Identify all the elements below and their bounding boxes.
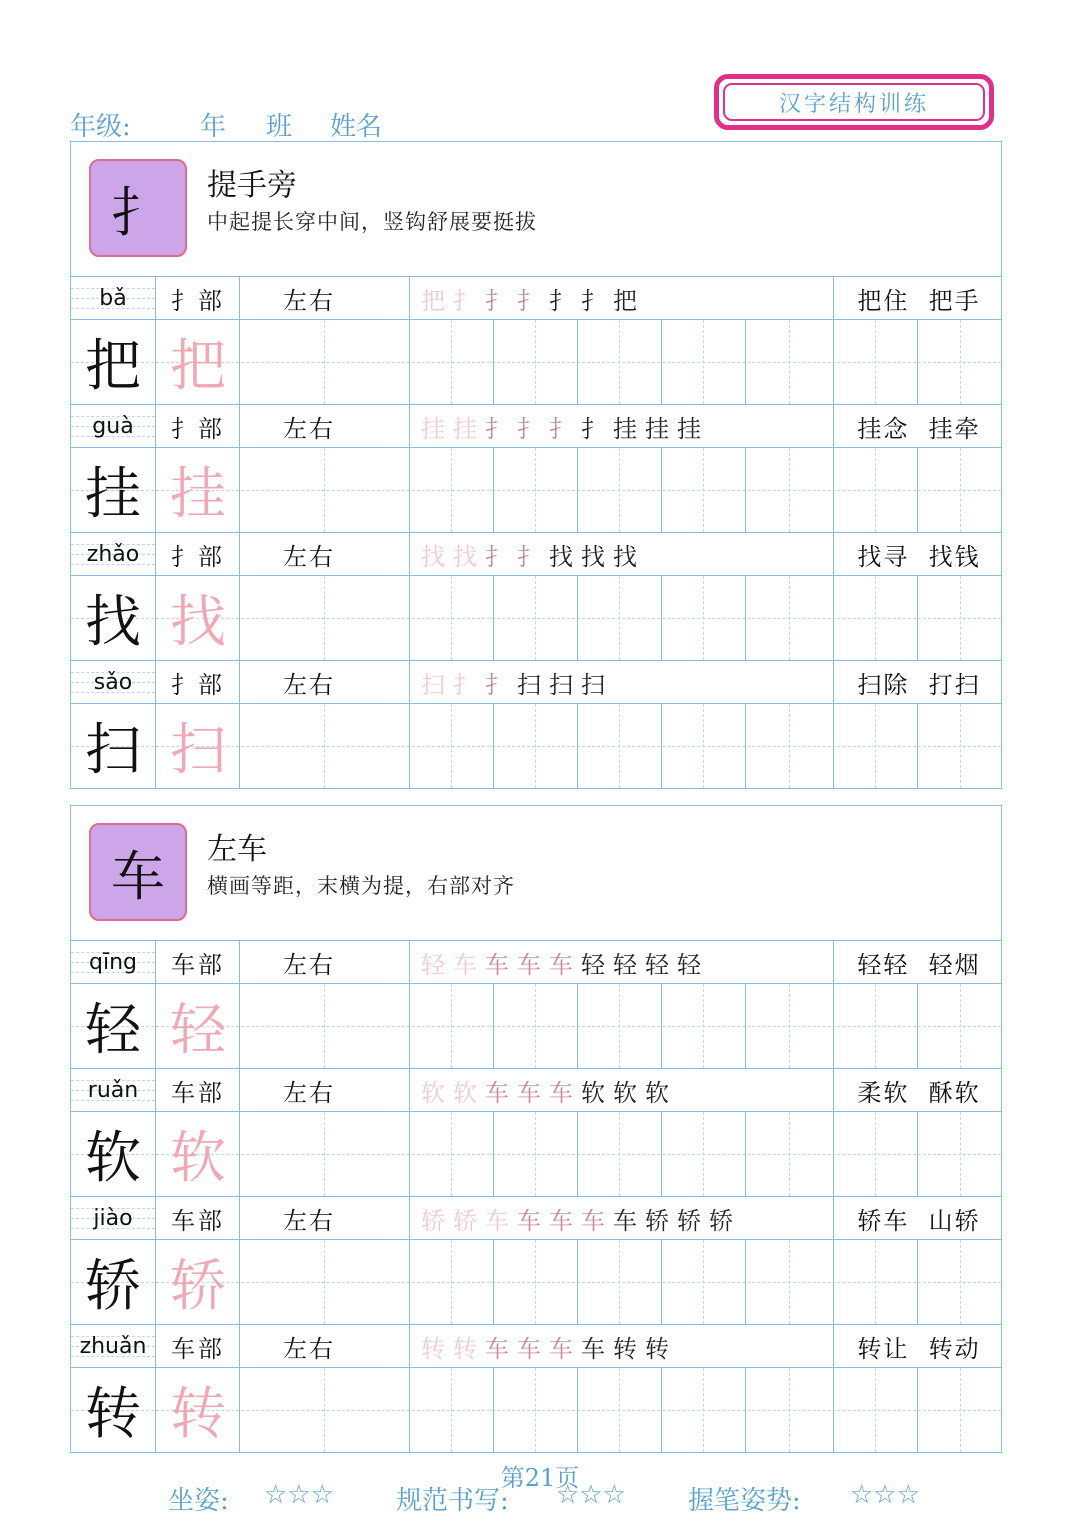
- practice-cell[interactable]: [493, 576, 577, 660]
- stroke-step: 扌: [517, 542, 541, 571]
- grid-line: [155, 941, 156, 983]
- stroke-step: 软: [645, 1078, 669, 1107]
- trace-character: 扫: [170, 718, 226, 783]
- grid-line: [833, 533, 834, 575]
- stroke-step: 车: [549, 1206, 573, 1235]
- stroke-step: 车: [517, 1206, 541, 1235]
- stroke-step: 车: [549, 1334, 573, 1363]
- stroke-step: 把: [613, 286, 637, 315]
- name-label: 姓名: [330, 112, 383, 142]
- stroke-step: 扌: [549, 414, 573, 443]
- stroke-step: 找: [581, 542, 605, 571]
- grid-line: [409, 1069, 410, 1111]
- stroke-step: 轿: [421, 1206, 445, 1235]
- example-words: 扫除 打扫: [857, 670, 981, 699]
- trace-character: 轻: [170, 998, 226, 1063]
- structure: 左右: [283, 542, 335, 571]
- practice-row: [71, 448, 1001, 533]
- stroke-step: 挂: [613, 414, 637, 443]
- structure: 左右: [283, 1078, 335, 1107]
- char-info-row: [71, 533, 1001, 576]
- practice-cell[interactable]: [833, 320, 917, 404]
- stroke-step: 找: [453, 542, 477, 571]
- practice-cell[interactable]: [833, 576, 917, 660]
- stroke-step: 车: [453, 950, 477, 979]
- stroke-step: 转: [613, 1334, 637, 1363]
- example-words: 轿车 山轿: [857, 1206, 981, 1235]
- practice-cell[interactable]: [745, 1112, 833, 1196]
- practice-cell[interactable]: [833, 704, 917, 788]
- practice-cell[interactable]: [833, 448, 917, 532]
- stroke-order: [421, 533, 831, 575]
- stroke-step: 扌: [549, 286, 573, 315]
- example-words: 挂念 挂牵: [857, 414, 981, 443]
- grid-line: [409, 277, 410, 319]
- practice-row: [71, 1368, 1001, 1452]
- section-header: [71, 142, 1001, 277]
- grid-line: [155, 661, 156, 703]
- practice-cell[interactable]: [661, 1112, 745, 1196]
- grid-line: [155, 448, 156, 532]
- practice-cell[interactable]: [239, 1112, 409, 1196]
- year-label: 年: [200, 112, 227, 142]
- stroke-order: [421, 277, 831, 319]
- stroke-step: 扫: [517, 670, 541, 699]
- stroke-step: 车: [517, 1334, 541, 1363]
- char-info-row: [71, 1069, 1001, 1112]
- grid-line: [155, 1197, 156, 1239]
- stroke-step: 扌: [485, 542, 509, 571]
- trace-character: 把: [170, 334, 226, 399]
- stroke-order: [421, 661, 831, 703]
- practice-cell[interactable]: [409, 984, 493, 1068]
- pinyin: jiào: [93, 1205, 133, 1231]
- example-words: 柔软 酥软: [857, 1078, 981, 1107]
- radical-section-shou: [70, 141, 1002, 789]
- radical-part: 扌部: [171, 286, 225, 315]
- stroke-step: 挂: [645, 414, 669, 443]
- radical-part: 车部: [171, 1334, 225, 1363]
- stroke-step: 找: [613, 542, 637, 571]
- practice-cell[interactable]: [493, 1112, 577, 1196]
- grip-label: 握笔姿势:: [688, 1486, 801, 1516]
- grid-line: [155, 320, 156, 404]
- worksheet-title: 汉字结构训练: [723, 83, 985, 121]
- practice-cell[interactable]: [833, 1240, 917, 1324]
- stroke-step: 扌: [581, 286, 605, 315]
- page-number: 第21页: [500, 1464, 580, 1492]
- stroke-step: 扌: [581, 414, 605, 443]
- grip-stars[interactable]: ☆☆☆: [850, 1480, 920, 1510]
- stroke-step: 扫: [421, 670, 445, 699]
- stroke-step: 轿: [453, 1206, 477, 1235]
- stroke-step: 车: [517, 950, 541, 979]
- radical-tip: 中起提长穿中间，竖钩舒展要挺拔: [207, 210, 537, 234]
- practice-cell[interactable]: [917, 1368, 1003, 1452]
- practice-cell[interactable]: [833, 1368, 917, 1452]
- practice-row: [71, 576, 1001, 661]
- example-words: 轻轻 轻烟: [857, 950, 981, 979]
- trace-character: 软: [170, 1126, 226, 1191]
- trace-character: 轿: [170, 1254, 226, 1319]
- practice-cell[interactable]: [745, 1240, 833, 1324]
- grid-line: [155, 1368, 156, 1452]
- radical-part: 扌部: [171, 670, 225, 699]
- pinyin: bǎ: [99, 285, 127, 311]
- practice-cell[interactable]: [661, 576, 745, 660]
- stroke-order: [421, 1069, 831, 1111]
- model-character: 挂: [85, 462, 141, 527]
- practice-cell[interactable]: [917, 1240, 1003, 1324]
- practice-cell[interactable]: [239, 320, 409, 404]
- grid-line: [239, 405, 240, 447]
- stroke-order: [421, 405, 831, 447]
- grid-line: [155, 704, 156, 788]
- practice-cell[interactable]: [493, 984, 577, 1068]
- practice-cell[interactable]: [577, 704, 661, 788]
- stroke-step: 扌: [485, 286, 509, 315]
- grid-line: [833, 941, 834, 983]
- trace-character: 转: [170, 1382, 226, 1447]
- stroke-step: 轿: [709, 1206, 733, 1235]
- grid-line: [155, 1069, 156, 1111]
- stroke-step: 轻: [677, 950, 701, 979]
- structure: 左右: [283, 950, 335, 979]
- grid-line: [239, 941, 240, 983]
- stroke-step: 车: [549, 950, 573, 979]
- practice-cell[interactable]: [917, 448, 1003, 532]
- practice-cell[interactable]: [833, 984, 917, 1068]
- practice-cell[interactable]: [493, 1368, 577, 1452]
- structure: 左右: [283, 1206, 335, 1235]
- example-words: 找寻 找钱: [857, 542, 981, 571]
- grid-line: [155, 984, 156, 1068]
- practice-cell[interactable]: [917, 576, 1003, 660]
- radical-glyph: 车: [89, 823, 187, 921]
- practice-cell[interactable]: [239, 704, 409, 788]
- char-info-row: [71, 1325, 1001, 1368]
- practice-cell[interactable]: [577, 1240, 661, 1324]
- model-character: 轻: [85, 998, 141, 1063]
- char-info-row: [71, 277, 1001, 320]
- stroke-step: 软: [421, 1078, 445, 1107]
- structure: 左右: [283, 1334, 335, 1363]
- posture-stars[interactable]: ☆☆☆: [264, 1480, 334, 1510]
- stroke-step: 扌: [517, 286, 541, 315]
- posture-label: 坐姿:: [168, 1486, 229, 1516]
- radical-tip: 横画等距，末横为提，右部对齐: [207, 874, 515, 898]
- model-character: 把: [85, 334, 141, 399]
- stroke-step: 轿: [677, 1206, 701, 1235]
- stroke-step: 车: [517, 1078, 541, 1107]
- stroke-step: 车: [581, 1206, 605, 1235]
- stroke-step: 把: [421, 286, 445, 315]
- stroke-step: 转: [453, 1334, 477, 1363]
- practice-cell[interactable]: [409, 1368, 493, 1452]
- writing-stars[interactable]: ☆☆☆: [556, 1480, 626, 1510]
- structure: 左右: [283, 670, 335, 699]
- model-character: 找: [85, 590, 141, 655]
- stroke-step: 车: [581, 1334, 605, 1363]
- practice-cell[interactable]: [745, 576, 833, 660]
- radical-section-che: [70, 805, 1002, 1453]
- practice-row: [71, 984, 1001, 1069]
- practice-row: [71, 320, 1001, 405]
- radical-part: 车部: [171, 1206, 225, 1235]
- example-words: 转让 转动: [857, 1334, 981, 1363]
- radical-part: 扌部: [171, 542, 225, 571]
- model-character: 扫: [85, 718, 141, 783]
- practice-cell[interactable]: [493, 1240, 577, 1324]
- stroke-step: 车: [485, 1206, 509, 1235]
- practice-cell[interactable]: [917, 320, 1003, 404]
- pinyin: ruǎn: [87, 1077, 139, 1103]
- practice-cell[interactable]: [661, 704, 745, 788]
- practice-cell[interactable]: [239, 448, 409, 532]
- stroke-step: 轻: [613, 950, 637, 979]
- grid-line: [155, 1325, 156, 1367]
- grid-line: [833, 1325, 834, 1367]
- stroke-order: [421, 1197, 831, 1239]
- radical-part: 车部: [171, 950, 225, 979]
- pinyin: qīng: [89, 949, 137, 975]
- practice-cell[interactable]: [661, 1368, 745, 1452]
- grid-line: [155, 277, 156, 319]
- stroke-step: 挂: [677, 414, 701, 443]
- practice-cell[interactable]: [577, 448, 661, 532]
- grid-line: [833, 661, 834, 703]
- model-character: 软: [85, 1126, 141, 1191]
- grid-line: [833, 277, 834, 319]
- practice-cell[interactable]: [661, 984, 745, 1068]
- stroke-step: 扌: [485, 670, 509, 699]
- practice-cell[interactable]: [409, 1112, 493, 1196]
- practice-cell[interactable]: [833, 1112, 917, 1196]
- grid-line: [239, 533, 240, 575]
- class-label: 班: [266, 112, 293, 142]
- stroke-step: 转: [645, 1334, 669, 1363]
- practice-cell[interactable]: [745, 1368, 833, 1452]
- stroke-step: 找: [421, 542, 445, 571]
- grid-line: [155, 533, 156, 575]
- section-header: [71, 806, 1001, 941]
- grid-line: [239, 1197, 240, 1239]
- pinyin: sǎo: [93, 669, 133, 695]
- trace-character: 找: [170, 590, 226, 655]
- practice-cell[interactable]: [239, 576, 409, 660]
- stroke-step: 扌: [453, 286, 477, 315]
- stroke-order: [421, 1325, 831, 1367]
- grid-line: [155, 1240, 156, 1324]
- practice-cell[interactable]: [409, 1240, 493, 1324]
- stroke-step: 扌: [517, 414, 541, 443]
- stroke-step: 轻: [645, 950, 669, 979]
- stroke-step: 找: [549, 542, 573, 571]
- grid-line: [409, 405, 410, 447]
- practice-cell[interactable]: [493, 704, 577, 788]
- stroke-step: 转: [421, 1334, 445, 1363]
- grid-line: [155, 1112, 156, 1196]
- pinyin: zhǎo: [86, 541, 140, 567]
- practice-cell[interactable]: [745, 448, 833, 532]
- practice-row: [71, 1112, 1001, 1197]
- practice-cell[interactable]: [239, 1368, 409, 1452]
- grid-line: [409, 1325, 410, 1367]
- structure: 左右: [283, 286, 335, 315]
- stroke-step: 扫: [581, 670, 605, 699]
- pinyin: zhuǎn: [79, 1333, 147, 1359]
- radical-name: 提手旁: [207, 168, 297, 203]
- practice-cell[interactable]: [493, 448, 577, 532]
- practice-cell[interactable]: [661, 320, 745, 404]
- trace-character: 挂: [170, 462, 226, 527]
- stroke-step: 轻: [581, 950, 605, 979]
- grid-line: [833, 405, 834, 447]
- radical-glyph: 扌: [89, 159, 187, 257]
- practice-cell[interactable]: [661, 448, 745, 532]
- practice-cell[interactable]: [661, 1240, 745, 1324]
- stroke-step: 软: [453, 1078, 477, 1107]
- stroke-step: 扌: [485, 414, 509, 443]
- grid-line: [409, 941, 410, 983]
- stroke-step: 轿: [645, 1206, 669, 1235]
- stroke-step: 车: [549, 1078, 573, 1107]
- practice-cell[interactable]: [409, 704, 493, 788]
- char-info-row: [71, 1197, 1001, 1240]
- grade-label: 年级:: [70, 112, 131, 142]
- worksheet-title-frame: [714, 74, 994, 130]
- stroke-step: 软: [581, 1078, 605, 1107]
- model-character: 转: [85, 1382, 141, 1447]
- char-info-row: [71, 661, 1001, 704]
- practice-cell[interactable]: [577, 320, 661, 404]
- stroke-order: [421, 941, 831, 983]
- grid-line: [239, 1325, 240, 1367]
- grid-line: [833, 1197, 834, 1239]
- practice-cell[interactable]: [493, 320, 577, 404]
- grid-line: [155, 405, 156, 447]
- practice-cell[interactable]: [409, 320, 493, 404]
- practice-cell[interactable]: [917, 1112, 1003, 1196]
- practice-cell[interactable]: [577, 984, 661, 1068]
- grid-line: [155, 576, 156, 660]
- practice-cell[interactable]: [917, 704, 1003, 788]
- radical-name: 左车: [207, 832, 267, 867]
- practice-cell[interactable]: [239, 984, 409, 1068]
- model-character: 轿: [85, 1254, 141, 1319]
- practice-row: [71, 704, 1001, 788]
- char-info-row: [71, 405, 1001, 448]
- stroke-step: 挂: [453, 414, 477, 443]
- stroke-step: 车: [485, 1078, 509, 1107]
- grid-line: [409, 1197, 410, 1239]
- practice-cell[interactable]: [239, 1240, 409, 1324]
- radical-part: 扌部: [171, 414, 225, 443]
- grid-line: [239, 1069, 240, 1111]
- practice-cell[interactable]: [409, 448, 493, 532]
- stroke-step: 扫: [549, 670, 573, 699]
- radical-part: 车部: [171, 1078, 225, 1107]
- grid-line: [833, 1069, 834, 1111]
- stroke-step: 车: [485, 950, 509, 979]
- practice-cell[interactable]: [577, 1368, 661, 1452]
- practice-row: [71, 1240, 1001, 1325]
- stroke-step: 扌: [453, 670, 477, 699]
- grid-line: [409, 661, 410, 703]
- practice-cell[interactable]: [917, 984, 1003, 1068]
- practice-cell[interactable]: [745, 704, 833, 788]
- practice-cell[interactable]: [745, 320, 833, 404]
- example-words: 把住 把手: [857, 286, 981, 315]
- grid-line: [409, 533, 410, 575]
- practice-cell[interactable]: [409, 576, 493, 660]
- writing-label: 规范书写:: [396, 1486, 509, 1516]
- stroke-step: 软: [613, 1078, 637, 1107]
- pinyin: guà: [92, 413, 134, 439]
- stroke-step: 挂: [421, 414, 445, 443]
- grid-line: [239, 277, 240, 319]
- practice-cell[interactable]: [577, 576, 661, 660]
- char-info-row: [71, 941, 1001, 984]
- structure: 左右: [283, 414, 335, 443]
- stroke-step: 车: [485, 1334, 509, 1363]
- grid-line: [239, 661, 240, 703]
- stroke-step: 车: [613, 1206, 637, 1235]
- practice-cell[interactable]: [745, 984, 833, 1068]
- stroke-step: 轻: [421, 950, 445, 979]
- practice-cell[interactable]: [577, 1112, 661, 1196]
